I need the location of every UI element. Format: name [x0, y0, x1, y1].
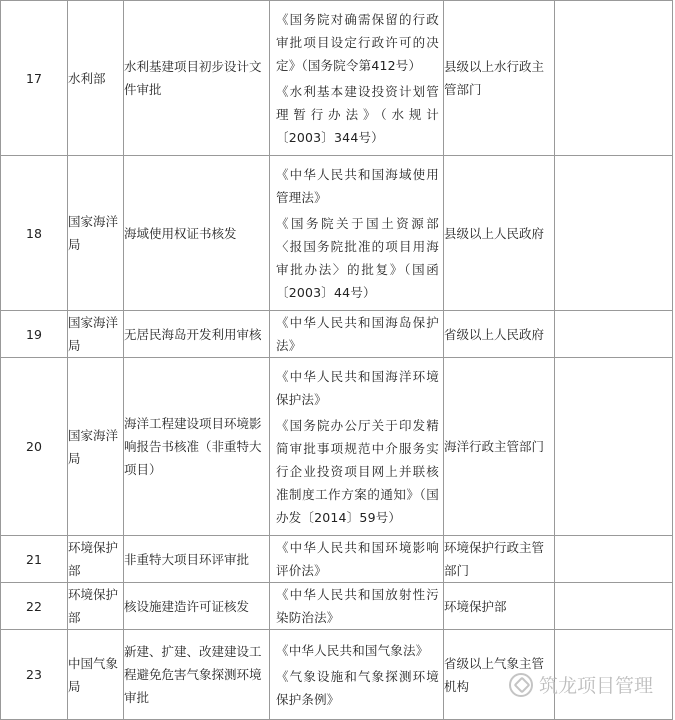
- legal-basis-paragraph: 《气象设施和气象探测环境保护条例》: [276, 668, 439, 707]
- legal-basis-paragraph: 《中华人民共和国海域使用管理法》: [276, 166, 439, 205]
- watermark: [509, 671, 653, 698]
- remark: [555, 536, 673, 583]
- table-row: [1, 536, 673, 583]
- legal-basis-paragraph: 《中华人民共和国环境影响评价法》: [276, 540, 439, 578]
- department: 环境保护部: [68, 536, 124, 583]
- table-row: [1, 1, 673, 156]
- legal-basis-paragraph: 《中华人民共和国气象法》: [276, 642, 429, 658]
- legal-basis-paragraph: 《国务院对确需保留的行政审批项目设定行政许可的决定》（国务院令第412号）: [276, 11, 439, 73]
- table-row: [1, 311, 673, 358]
- department: 国家海洋局: [68, 358, 124, 536]
- approving-authority: 县级以上水行政主管部门: [444, 1, 555, 156]
- row-number: 18: [1, 156, 68, 311]
- remark: [555, 358, 673, 536]
- approval-item: 核设施建造许可证核发: [124, 583, 270, 630]
- legal-basis: [270, 630, 444, 720]
- approval-item: 新建、扩建、改建建设工程避免危害气象探测环境审批: [124, 630, 270, 720]
- remark: [555, 156, 673, 311]
- zhulong-logo-icon: [509, 673, 533, 697]
- department: 中国气象局: [68, 630, 124, 720]
- department: 水利部: [68, 1, 124, 156]
- legal-basis: [270, 536, 444, 583]
- approving-authority: 海洋行政主管部门: [444, 358, 555, 536]
- approving-authority: 环境保护行政主管部门: [444, 536, 555, 583]
- remark: [555, 1, 673, 156]
- row-number: 23: [1, 630, 68, 720]
- department: 国家海洋局: [68, 311, 124, 358]
- legal-basis-paragraph: 《国务院办公厅关于印发精简审批事项规范中介服务实行企业投资项目网上并联核准制度工作方案的通知》（国办发〔2014〕59号）: [276, 417, 439, 525]
- legal-basis-paragraph: 《水利基本建设投资计划管理暂行办法》（水规计〔2003〕344号）: [276, 83, 439, 145]
- department: 环境保护部: [68, 583, 124, 630]
- legal-basis: [270, 1, 444, 156]
- table-row: [1, 156, 673, 311]
- remark: [555, 583, 673, 630]
- legal-basis: [270, 358, 444, 536]
- row-number: 19: [1, 311, 68, 358]
- approval-item: 非重特大项目环评审批: [124, 536, 270, 583]
- approval-item: 海域使用权证书核发: [124, 156, 270, 311]
- approval-item: 水利基建项目初步设计文件审批: [124, 1, 270, 156]
- approving-authority: 县级以上人民政府: [444, 156, 555, 311]
- watermark-text: 筑龙项目管理: [538, 675, 653, 697]
- approval-item: 无居民海岛开发利用审核: [124, 311, 270, 358]
- legal-basis-paragraph: 《中华人民共和国海岛保护法》: [276, 315, 439, 353]
- legal-basis-paragraph: 《中华人民共和国海洋环境保护法》: [276, 368, 439, 407]
- legal-basis: [270, 311, 444, 358]
- approval-item: 海洋工程建设项目环境影响报告书核准（非重特大项目）: [124, 358, 270, 536]
- legal-basis: [270, 583, 444, 630]
- approving-authority: 省级以上人民政府: [444, 311, 555, 358]
- legal-basis: [270, 156, 444, 311]
- row-number: 21: [1, 536, 68, 583]
- department: 国家海洋局: [68, 156, 124, 311]
- remark: [555, 311, 673, 358]
- legal-basis-paragraph: 《国务院关于国土资源部〈报国务院批准的项目用海审批办法〉的批复》（国函〔2003〕44号）: [276, 215, 439, 300]
- approving-authority: 省级以上气象主管机构: [444, 630, 555, 720]
- row-number: 22: [1, 583, 68, 630]
- table-row: [1, 358, 673, 536]
- legal-basis-paragraph: 《中华人民共和国放射性污染防治法》: [276, 587, 439, 625]
- table-row: [1, 583, 673, 630]
- approving-authority: 环境保护部: [444, 583, 555, 630]
- row-number: 20: [1, 358, 68, 536]
- row-number: 17: [1, 1, 68, 156]
